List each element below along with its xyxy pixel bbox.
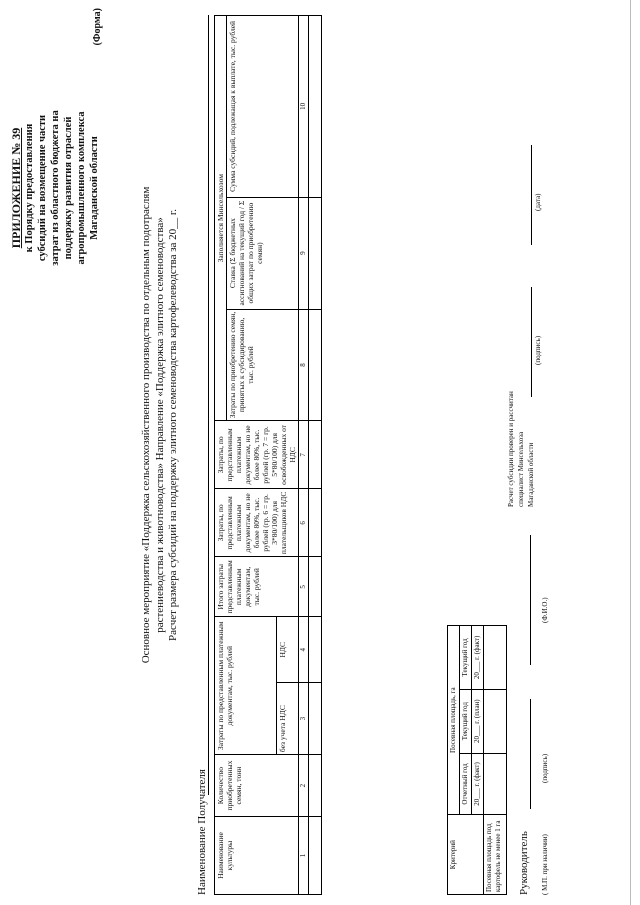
table-cell	[309, 617, 322, 683]
column-number: 6	[299, 489, 309, 557]
date-caption: (дата)	[534, 193, 542, 211]
head-label: Руководитель	[518, 831, 530, 895]
appendix-block	[10, 8, 101, 368]
scan-edge-line	[630, 0, 631, 905]
column-number: 1	[299, 817, 309, 895]
table-cell	[309, 683, 322, 755]
table-cell	[309, 817, 322, 895]
appendix-line: затрат из областного бюджета на	[50, 110, 61, 266]
heading-line: Расчет размера субсидий на поддержку элитного семеноводства картофелеводства за 20__ г.	[167, 209, 179, 641]
column-number: 9	[299, 197, 309, 309]
col-header-vat-payers: Затраты, по представленным платежным документам, но не более 80%, тыс. рублей (гр. 6 = гр. 3*80/100) для плательщиков НДС	[215, 489, 299, 557]
current-year-fact: 20___ г. (факт)	[472, 626, 484, 690]
current-year-header: Текущий год	[460, 626, 472, 690]
form-label: (Форма)	[92, 8, 103, 46]
current-year-header: Текущий год	[460, 689, 472, 753]
signature-caption: (подпись)	[541, 753, 549, 783]
specialist-signature-caption: (подпись)	[534, 335, 542, 365]
column-numbers-row	[299, 16, 309, 895]
col-header-rate: Ставка (Σ бюджетных ассигнований на текущий год / Σ общих затрат по приобретению семян)	[227, 197, 299, 309]
col-header-quantity: Количество приобретенных семян, тонн	[215, 755, 299, 817]
checked-line: специалист Минсельхоза	[517, 431, 525, 507]
appendix-line: поддержку развития отраслей	[63, 116, 74, 260]
reporting-year-header: Отчетный год	[460, 753, 472, 815]
col-header-subsidy-sum: Сумма субсидий, подлежащая к выплате, тыс. рублей	[227, 16, 299, 198]
criteria-row-label: Посевная площадь под картофель не менее 1 га	[484, 815, 507, 895]
recipient-line	[208, 15, 209, 795]
col-header-costs: Затраты по представленным платежным документам, тыс. рублей	[215, 617, 277, 755]
column-number: 5	[299, 557, 309, 617]
checked-line: Расчет субсидии проверен и рассчитан	[507, 391, 515, 507]
calculation-table	[214, 15, 322, 895]
col-header-vat-exempt: Затраты, по представленным платежным документам, но не более 80%, тыс. рублей (гр. 7 = гр. 5*80/100) для освобожденных от НДС	[215, 421, 299, 489]
area-header: Посевная площадь, га	[448, 626, 460, 815]
signature-line	[530, 699, 531, 809]
column-number: 2	[299, 755, 309, 817]
name-line	[530, 535, 531, 665]
table-cell	[484, 626, 507, 690]
table-cell	[309, 197, 322, 309]
col-header-filled-by: Заполняется Минсельхозом	[215, 16, 227, 421]
appendix-line: к Порядку предоставления	[24, 123, 35, 253]
heading-line: растениеводства и животноводства» Направление «Поддержка элитного семеноводства»	[153, 217, 166, 633]
appendix-line: Магаданской области	[89, 136, 100, 240]
column-number: 3	[299, 683, 309, 755]
col-header-accepted-costs: Затраты по приобретению семян, принятых к субсидированию, тыс. рублей	[227, 309, 299, 421]
column-number: 8	[299, 309, 309, 421]
column-number: 10	[299, 16, 309, 198]
checked-line: Магаданской области	[527, 442, 535, 507]
empty-data-row	[309, 16, 322, 895]
table-cell	[309, 755, 322, 817]
table-cell	[484, 753, 507, 815]
table-cell	[309, 489, 322, 557]
criteria-table	[447, 625, 507, 895]
name-caption: (Ф.И.О.)	[541, 597, 549, 623]
column-number: 7	[299, 421, 309, 489]
table-cell	[309, 557, 322, 617]
col-header-crop: Наименование культуры	[215, 817, 299, 895]
appendix-title: ПРИЛОЖЕНИЕ № 39	[9, 127, 23, 249]
appendix-line: агропромышленного комплекса	[76, 111, 87, 265]
appendix-line: субсидий на возмещение части	[37, 114, 48, 262]
stamp-note: ( М.П. при наличии)	[541, 834, 549, 895]
column-number: 4	[299, 617, 309, 683]
table-cell	[484, 689, 507, 753]
reporting-year-fact: 20___ г. (факт)	[472, 753, 484, 815]
date-line	[531, 145, 532, 245]
heading	[140, 25, 181, 825]
table-cell	[309, 421, 322, 489]
col-header-vat: НДС	[276, 617, 298, 683]
checked-block	[506, 391, 536, 507]
col-header-total: Итого затраты представленным платежным документам, тыс. рублей	[215, 557, 299, 617]
recipient-label: Наименование Получателя	[196, 769, 208, 895]
current-year-plan: 20___ г. (план)	[472, 689, 484, 753]
table-cell	[309, 16, 322, 198]
specialist-signature-line	[531, 287, 532, 397]
table-cell	[309, 309, 322, 421]
criteria-header: Критерий	[448, 815, 484, 895]
col-header-without-vat: без учета НДС	[276, 683, 298, 755]
heading-line: Основное мероприятие «Поддержка сельскохозяйственного производства по отдельным подотраслям	[140, 186, 152, 664]
